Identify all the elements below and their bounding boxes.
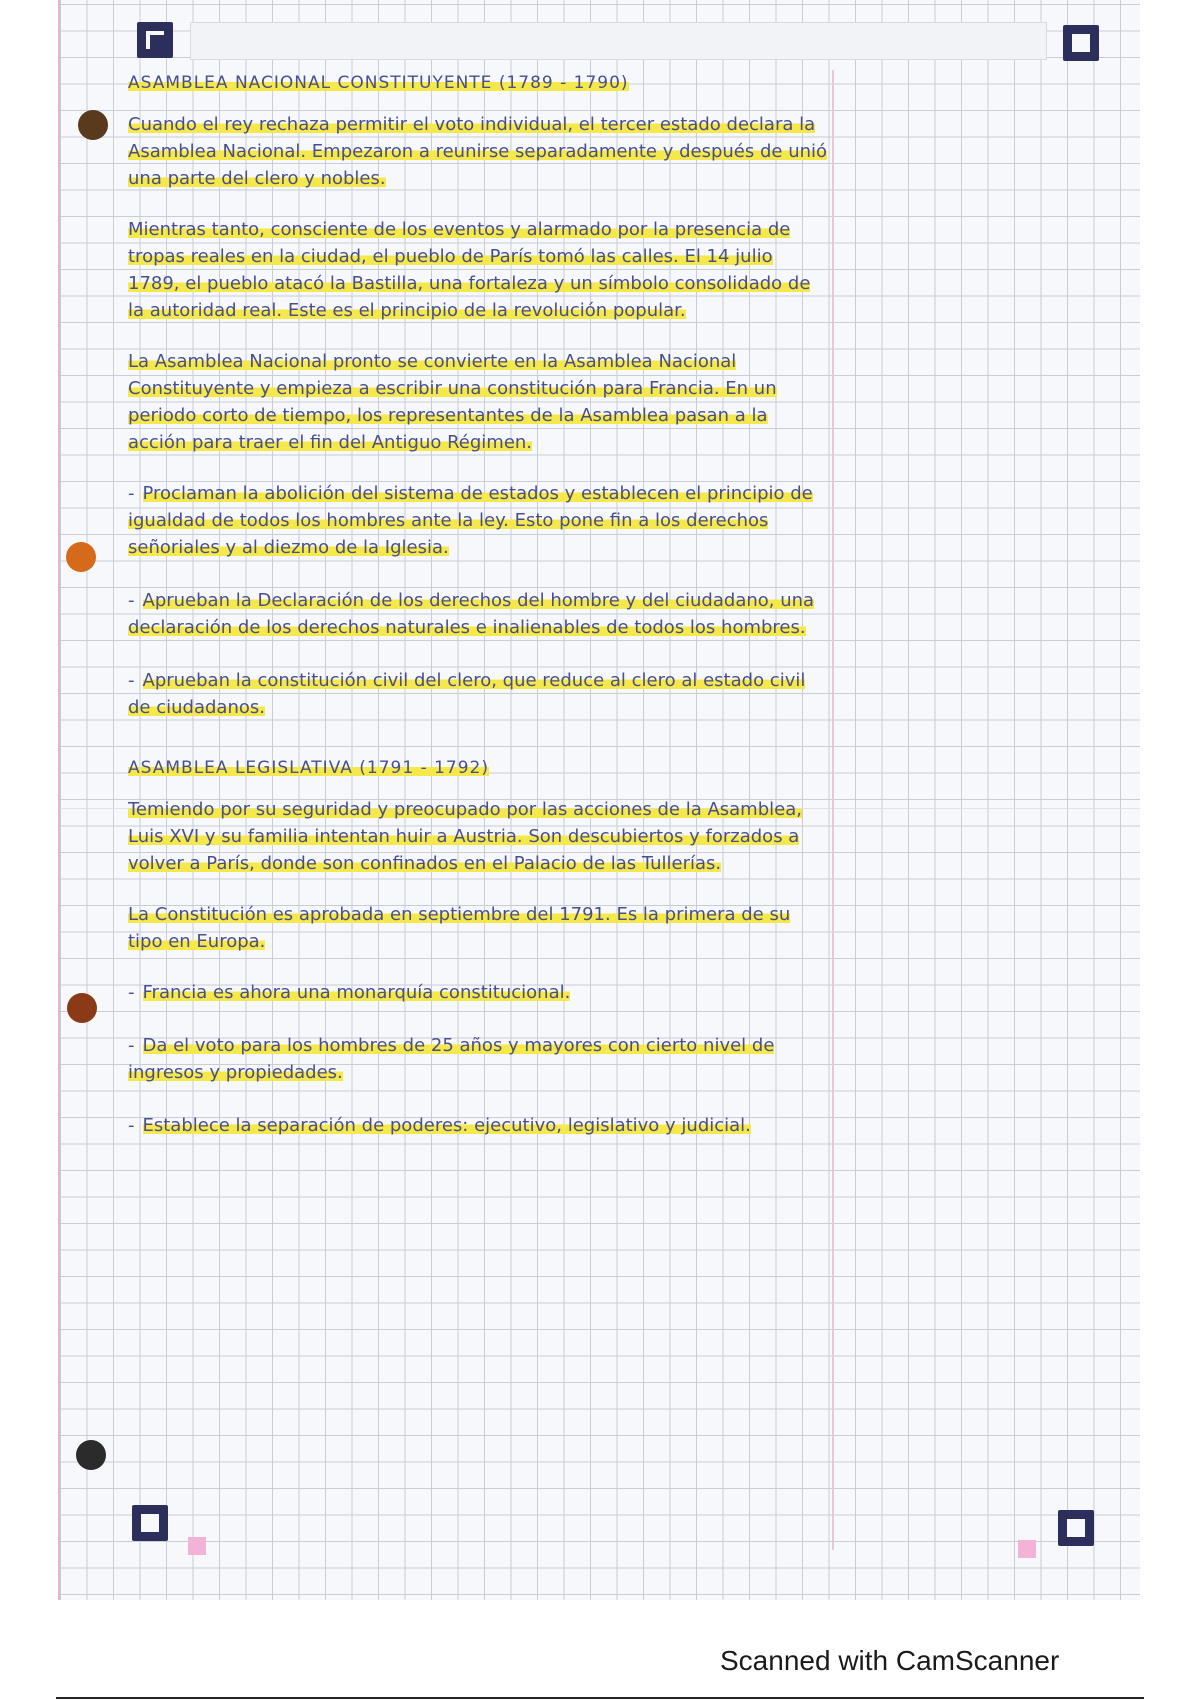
section-heading: ASAMBLEA LEGISLATIVA (1791 - 1792) (128, 758, 490, 778)
scanner-watermark: Scanned with CamScanner (720, 1645, 1060, 1676)
bullet-item: - Proclaman la abolición del sistema de estados y establecen el principio de igualdad de todos los hombres ante la ley. Esto pone fin a los derechos señoriales y al diezmo de la Iglesia. (128, 483, 813, 558)
footer-rule (56, 1697, 1144, 1699)
pink-square-right (1018, 1540, 1036, 1558)
paragraph: La Asamblea Nacional pronto se convierte en la Asamblea Nacional Constituyente y empieza a escribir una constitución para Francia. En un periodo corto de tiempo, los representantes de la Asamblea pasan a la acción para traer el fin del Antiguo Régimen. (128, 351, 777, 453)
paragraph: La Constitución es aprobada en septiembre del 1791. Es la primera de su tipo en Europa. (128, 904, 791, 952)
bullet-item: - Aprueban la constitución civil del clero, que reduce al clero al estado civil de ciudadanos. (128, 670, 806, 718)
bullet-item: - Francia es ahora una monarquía constitucional. (128, 982, 571, 1003)
corner-marker-bottom-right (1058, 1510, 1094, 1546)
paragraph: Cuando el rey rechaza permitir el voto individual, el tercer estado declara la Asamblea Nacional. Empezaron a reunirse separadamente y después de unió una parte del clero y nobles. (128, 114, 828, 189)
bullet-item: - Establece la separación de poderes: ejecutivo, legislativo y judicial. (128, 1115, 751, 1136)
binder-hole (66, 542, 96, 572)
margin-line (832, 70, 834, 1550)
bullet-item: - Da el voto para los hombres de 25 años y mayores con cierto nivel de ingresos y propiedades. (128, 1035, 775, 1083)
sheet-edge (58, 0, 60, 1600)
binder-hole (78, 110, 108, 140)
paragraph: Mientras tanto, consciente de los eventos y alarmado por la presencia de tropas reales en la ciudad, el pueblo de París tomó las calles. El 14 julio 1789, el pueblo atacó la Bastilla, una fortaleza y un símbolo consolidado de la autoridad real. Este es el principio de la revolución popular. (128, 219, 811, 321)
paragraph: Temiendo por su seguridad y preocupado por las acciones de la Asamblea, Luis XVI y su familia intentan huir a Austria. Son descubiertos y forzados a volver a París, donde son confinados en el Palacio de las Tullerías. (128, 799, 802, 874)
pink-square-left (188, 1537, 206, 1555)
section-heading: ASAMBLEA NACIONAL CONSTITUYENTE (1789 - 1790) (128, 73, 629, 93)
header-box (190, 22, 1047, 60)
binder-hole (76, 1440, 106, 1470)
corner-marker-bottom-left (132, 1505, 168, 1541)
corner-marker-top-left (137, 22, 173, 58)
bullet-item: - Aprueban la Declaración de los derechos del hombre y del ciudadano, una declaración de los derechos naturales e inalienables de todos los hombres. (128, 590, 815, 638)
corner-marker-top-right (1063, 25, 1099, 61)
notes-content (128, 70, 828, 1165)
binder-hole (67, 993, 97, 1023)
